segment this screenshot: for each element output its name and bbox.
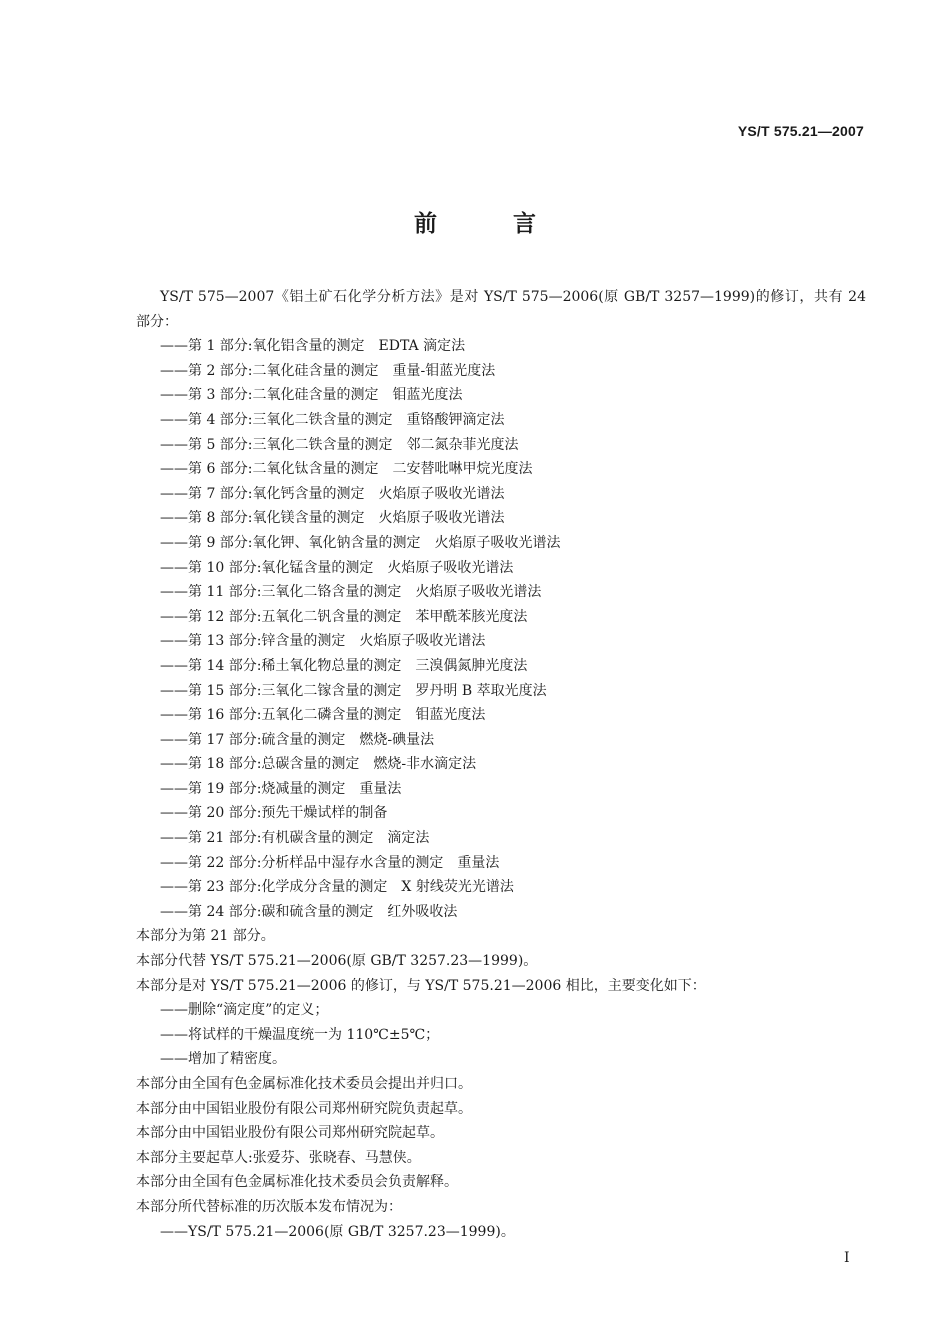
parts-list: [136, 334, 866, 924]
note-line: 本部分所代替标准的历次版本发布情况为：: [136, 1198, 402, 1215]
page-title: 前 言: [413, 211, 570, 237]
list-item: ——第 14 部分:稀土氧化物总量的测定 三溴偶氮胂光度法: [160, 657, 528, 674]
note-line: ——YS/T 575.21—2006(原 GB/T 3257.23—1999)。: [160, 1223, 515, 1240]
list-item: ——第 18 部分:总碳含量的测定 燃烧-非水滴定法: [160, 756, 477, 773]
list-item: ——第 12 部分:五氧化二钒含量的测定 苯甲酰苯胲光度法: [160, 608, 528, 625]
list-item: ——第 2 部分:二氧化硅含量的测定 重量-钼蓝光度法: [160, 362, 496, 379]
note-line: 本部分由中国铝业股份有限公司郑州研究院起草。: [136, 1125, 444, 1142]
intro-paragraph: YS/T 575—2007《铝土矿石化学分析方法》是对 YS/T 575—2006(原 GB/T 3257—1999)的修订，共有 24 部分：: [136, 289, 866, 330]
list-item: ——第 17 部分:硫含量的测定 燃烧-碘量法: [160, 731, 435, 748]
document-body: [136, 285, 866, 1244]
list-item: ——第 11 部分:三氧化二铬含量的测定 火焰原子吸收光谱法: [160, 584, 542, 601]
list-item: ——第 7 部分:氧化钙含量的测定 火焰原子吸收光谱法: [160, 485, 505, 502]
note-line: 本部分主要起草人:张爱芬、张晓春、马慧侠。: [136, 1149, 421, 1166]
list-item: ——第 22 部分:分析样品中湿存水含量的测定 重量法: [160, 854, 500, 871]
list-item: ——第 13 部分:锌含量的测定 火焰原子吸收光谱法: [160, 633, 486, 650]
list-item: ——第 10 部分:氧化锰含量的测定 火焰原子吸收光谱法: [160, 559, 514, 576]
list-item: ——第 8 部分:氧化镁含量的测定 火焰原子吸收光谱法: [160, 510, 505, 527]
note-line: ——将试样的干燥温度统一为 110℃±5℃；: [160, 1026, 440, 1043]
list-item: ——第 23 部分:化学成分含量的测定 X 射线荧光光谱法: [160, 879, 514, 896]
list-item: ——第 15 部分:三氧化二镓含量的测定 罗丹明 B 萃取光度法: [160, 682, 547, 699]
list-item: ——第 21 部分:有机碳含量的测定 滴定法: [160, 830, 430, 847]
list-item: ——第 5 部分:三氧化二铁含量的测定 邻二氮杂菲光度法: [160, 436, 519, 453]
list-item: ——第 9 部分:氧化钾、氧化钠含量的测定 火焰原子吸收光谱法: [160, 534, 561, 551]
standard-code: YS/T 575.21—2007: [737, 123, 864, 139]
list-item: ——第 4 部分:三氧化二铁含量的测定 重铬酸钾滴定法: [160, 411, 505, 428]
list-item: ——第 20 部分:预先干燥试样的制备: [160, 805, 388, 822]
list-item: ——第 3 部分:二氧化硅含量的测定 钼蓝光度法: [160, 387, 463, 404]
list-item: ——第 24 部分:碳和硫含量的测定 红外吸收法: [160, 903, 458, 920]
list-item: ——第 16 部分:五氧化二磷含量的测定 钼蓝光度法: [160, 707, 486, 724]
note-line: 本部分由中国铝业股份有限公司郑州研究院负责起草。: [136, 1100, 472, 1117]
page-number: I: [844, 1250, 850, 1266]
notes-list: [136, 924, 866, 1244]
note-line: 本部分由全国有色金属标准化技术委员会提出并归口。: [136, 1076, 472, 1092]
list-item: ——第 6 部分:二氧化钛含量的测定 二安替吡啉甲烷光度法: [160, 461, 533, 478]
list-item: ——第 1 部分:氧化铝含量的测定 EDTA 滴定法: [160, 338, 466, 355]
list-item: ——第 19 部分:烧减量的测定 重量法: [160, 780, 402, 797]
note-line: 本部分由全国有色金属标准化技术委员会负责解释。: [136, 1174, 458, 1191]
note-line: 本部分为第 21 部分。: [136, 928, 275, 945]
note-line: ——删除“滴定度”的定义；: [160, 1002, 329, 1019]
note-line: 本部分是对 YS/T 575.21—2006 的修订，与 YS/T 575.21—2006 相比，主要变化如下：: [136, 977, 706, 994]
note-line: ——增加了精密度。: [160, 1051, 286, 1068]
note-line: 本部分代替 YS/T 575.21—2006(原 GB/T 3257.23—1999)。: [136, 953, 538, 970]
